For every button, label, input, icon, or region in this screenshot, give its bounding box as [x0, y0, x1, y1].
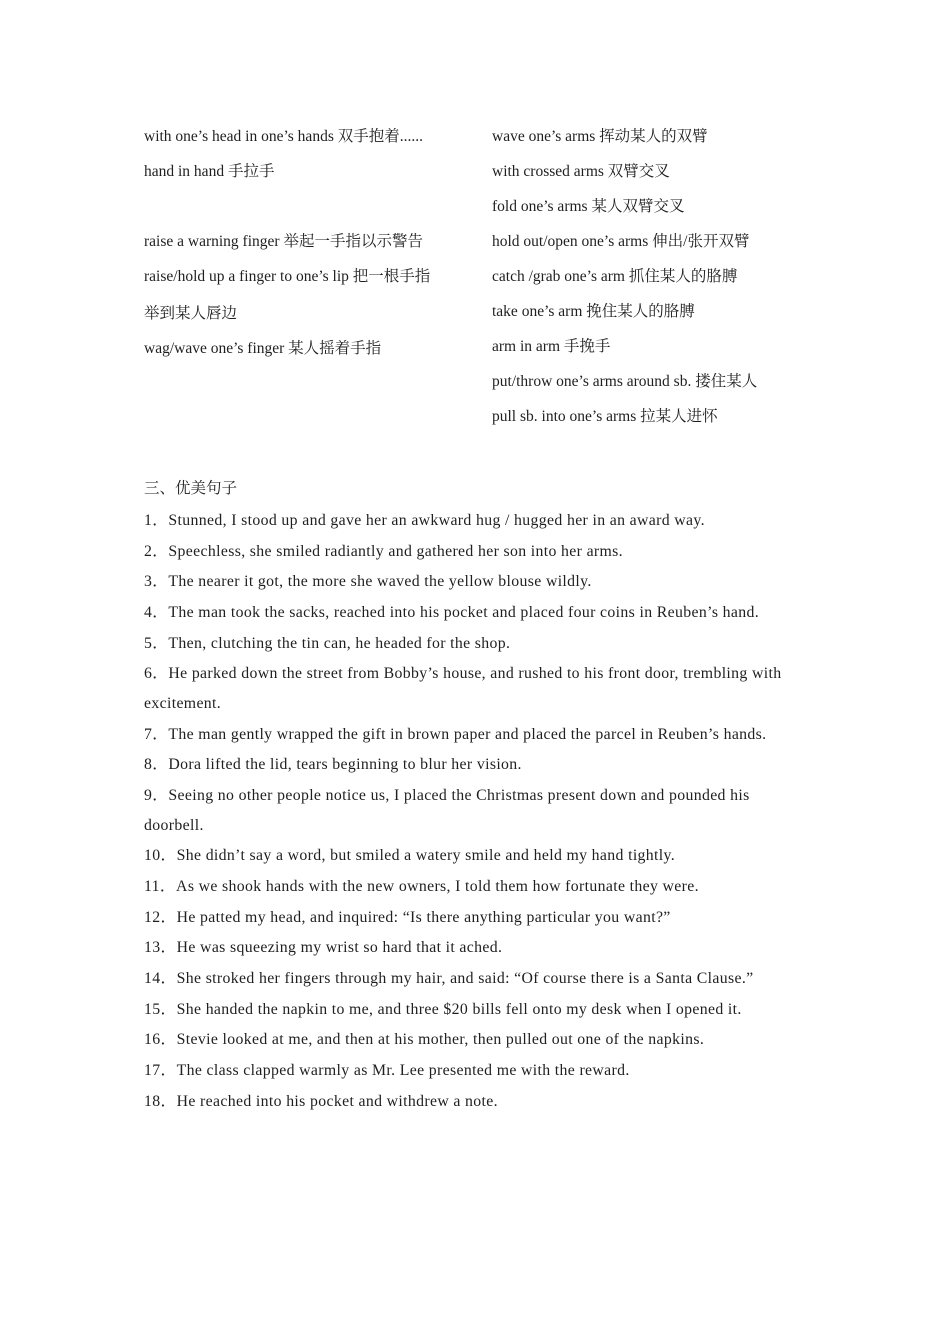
phrase-left-4-continued: 举到某人唇边 — [144, 305, 238, 322]
sentence-item: 13．He was squeezing my wrist so hard that it ached. — [144, 939, 503, 957]
phrase-left-5: wag/wave one’s finger 某人摇着手指 — [144, 340, 382, 357]
phrase-right-9: pull sb. into one’s arms 拉某人进怀 — [492, 408, 718, 425]
phrase-left-4: raise/hold up a finger to one’s lip 把一根手指 — [144, 268, 431, 285]
sentence-item: 3．The nearer it got, the more she waved the yellow blouse wildly. — [144, 573, 592, 591]
sentence-item: 5．Then, clutching the tin can, he headed for the shop. — [144, 634, 511, 652]
phrase-right-7: arm in arm 手挽手 — [492, 338, 611, 355]
sentence-item: 18．He reached into his pocket and withdrew a note. — [144, 1092, 498, 1110]
phrase-right-2: with crossed arms 双臂交叉 — [492, 163, 670, 180]
sentence-list — [144, 506, 806, 1117]
phrase-right-3: fold one’s arms 某人双臂交叉 — [492, 198, 685, 215]
phrase-left-3: raise a warning finger 举起一手指以示警告 — [144, 233, 423, 250]
sentence-item: 11．As we shook hands with the new owners, I told them how fortunate they were. — [144, 877, 699, 895]
phrase-left-1: with one’s head in one’s hands 双手抱着...... — [144, 128, 423, 145]
sentence-item: 14．She stroked her fingers through my hair, and said: “Of course there is a Santa Clause.” — [144, 969, 754, 987]
phrase-right-8: put/throw one’s arms around sb. 搂住某人 — [492, 373, 758, 390]
sentence-item: 4．The man took the sacks, reached into his pocket and placed four coins in Reuben’s hand. — [144, 604, 760, 622]
sentence-item: 16．Stevie looked at me, and then at his mother, then pulled out one of the napkins. — [144, 1031, 705, 1049]
sentence-item: 7．The man gently wrapped the gift in brown paper and placed the parcel in Reuben’s hands. — [144, 725, 767, 743]
sentence-item: 12．He patted my head, and inquired: “Is there anything particular you want?” — [144, 908, 671, 926]
sentence-item: 1．Stunned, I stood up and gave her an awkward hug / hugged her in an award way. — [144, 512, 705, 529]
sentence-item: 2．Speechless, she smiled radiantly and gathered her son into her arms. — [144, 542, 623, 560]
sentence-item: 8．Dora lifted the lid, tears beginning to blur her vision. — [144, 756, 522, 774]
sentence-item: 15．She handed the napkin to me, and three $20 bills fell onto my desk when I opened it. — [144, 1000, 742, 1018]
phrase-right-4: hold out/open one’s arms 伸出/张开双臂 — [492, 233, 750, 250]
phrase-left-2: hand in hand 手拉手 — [144, 163, 275, 180]
phrase-right-6: take one’s arm 挽住某人的胳膊 — [492, 303, 695, 320]
sentence-item: 6．He parked down the street from Bobby’s house, and rushed to his front door, trembling with excitement. — [144, 665, 782, 712]
section-title: 三、优美句子 — [144, 480, 238, 497]
sentence-item: 9．Seeing no other people notice us, I placed the Christmas present down and pounded his doorbell. — [144, 787, 750, 834]
phrase-right-5: catch /grab one’s arm 抓住某人的胳膊 — [492, 268, 738, 285]
sentence-item: 17．The class clapped warmly as Mr. Lee presented me with the reward. — [144, 1062, 630, 1079]
sentence-item: 10．She didn’t say a word, but smiled a watery smile and held my hand tightly. — [144, 847, 676, 865]
phrase-right-1: wave one’s arms 挥动某人的双臂 — [492, 128, 708, 145]
